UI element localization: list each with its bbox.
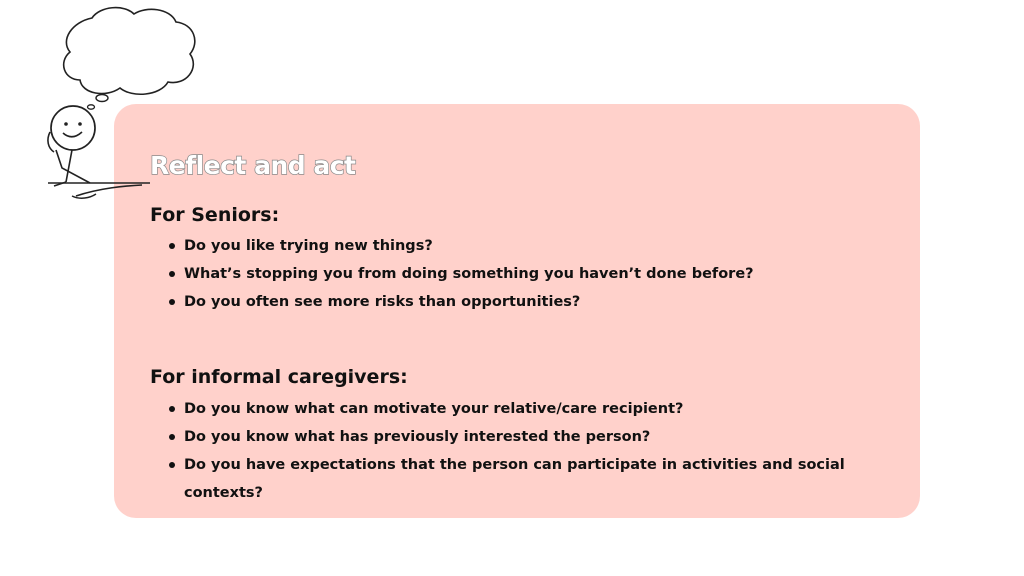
thought-bubble [64, 8, 195, 95]
bullet-icon [169, 271, 175, 277]
figure-head [51, 106, 95, 150]
slide-title: Reflect and act [150, 151, 356, 180]
bullet-icon [169, 299, 175, 305]
caregivers-question-list [165, 395, 855, 507]
bullet-icon [169, 462, 175, 468]
thought-dot-large [96, 95, 108, 102]
bullet-icon [169, 434, 175, 440]
bullet-icon [169, 243, 175, 249]
seniors-question-list [165, 232, 855, 316]
thought-dot-small [88, 105, 95, 109]
caregivers-heading: For informal caregivers: [150, 366, 408, 388]
list-item: What’s stopping you from doing something you haven’t done before? [165, 260, 855, 288]
seniors-heading: For Seniors: [150, 204, 280, 226]
list-item: Do you like trying new things? [165, 232, 855, 260]
list-item: Do you have expectations that the person can participate in activities and social contexts? [165, 451, 855, 507]
list-item: Do you often see more risks than opportunities? [165, 288, 855, 316]
list-item: Do you know what has previously interested the person? [165, 423, 855, 451]
bullet-icon [169, 406, 175, 412]
list-item: Do you know what can motivate your relative/care recipient? [165, 395, 855, 423]
